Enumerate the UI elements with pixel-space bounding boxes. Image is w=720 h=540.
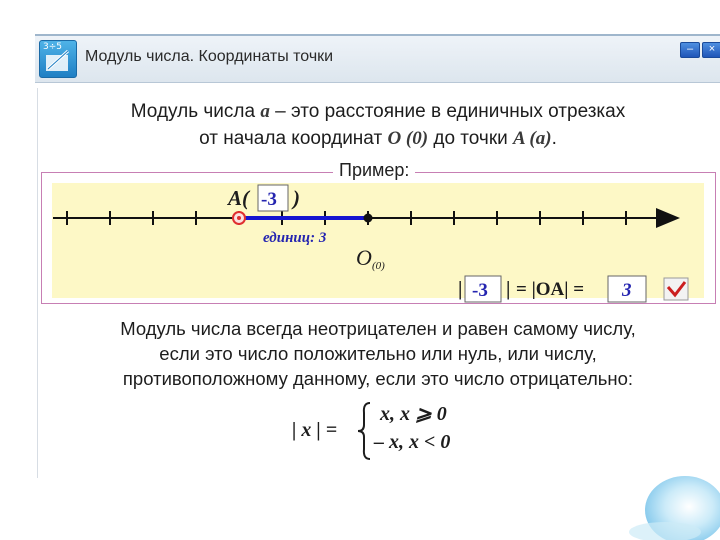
definition-point: A (a) xyxy=(513,128,552,149)
close-button[interactable]: × xyxy=(702,42,720,58)
content-panel xyxy=(37,88,718,478)
rule-line-2: если это число положительно или нуль, или числу, xyxy=(159,343,597,364)
decorative-bubble-icon xyxy=(625,470,720,540)
example-label: Пример: xyxy=(333,160,415,181)
units-label: единиц: 3 xyxy=(263,230,327,246)
rule-line-3: противоположному данному, если это число отрицательно: xyxy=(122,368,634,389)
result-value: 3 xyxy=(622,280,632,301)
abs-value: -3 xyxy=(472,280,488,301)
point-a-value: -3 xyxy=(261,189,277,210)
formula-lhs: | x | = xyxy=(292,419,338,441)
pencil-icon xyxy=(40,41,76,77)
title-bar xyxy=(35,34,720,83)
origin-label: O xyxy=(356,245,372,270)
definition-var: a xyxy=(260,101,270,122)
point-a-center xyxy=(237,216,241,220)
number-line xyxy=(38,178,718,308)
equation-middle: = |OA| = xyxy=(516,279,585,300)
origin-point xyxy=(364,214,373,223)
app-icon-label: 3÷5 xyxy=(43,42,62,52)
abs-formula xyxy=(292,399,492,463)
point-a-label: A( xyxy=(228,186,249,210)
definition-line-1: Модуль числа a – это расстояние в единичных отрезках xyxy=(130,101,626,122)
page-title: Модуль числа. Координаты точки xyxy=(85,48,334,65)
formula-case-1: x, x ⩾ 0 xyxy=(380,403,447,425)
check-button[interactable] xyxy=(664,278,688,300)
rule-text xyxy=(38,316,718,391)
app-icon xyxy=(39,40,77,78)
formula-case-2: – x, x < 0 xyxy=(374,431,451,453)
definition-line-2: от начала координат O (0) до точки A (a). xyxy=(199,128,557,149)
minimize-button[interactable]: – xyxy=(680,42,700,58)
origin-sub-label: (0) xyxy=(372,260,385,272)
rule-line-1: Модуль числа всегда неотрицателен и равен самому числу, xyxy=(120,318,636,339)
abs-open: | xyxy=(458,278,463,300)
definition-text xyxy=(38,98,718,152)
brace-icon xyxy=(357,401,373,461)
abs-close: | xyxy=(506,278,511,300)
definition-origin: O (0) xyxy=(387,128,429,149)
point-a-label-close: ) xyxy=(293,186,300,210)
